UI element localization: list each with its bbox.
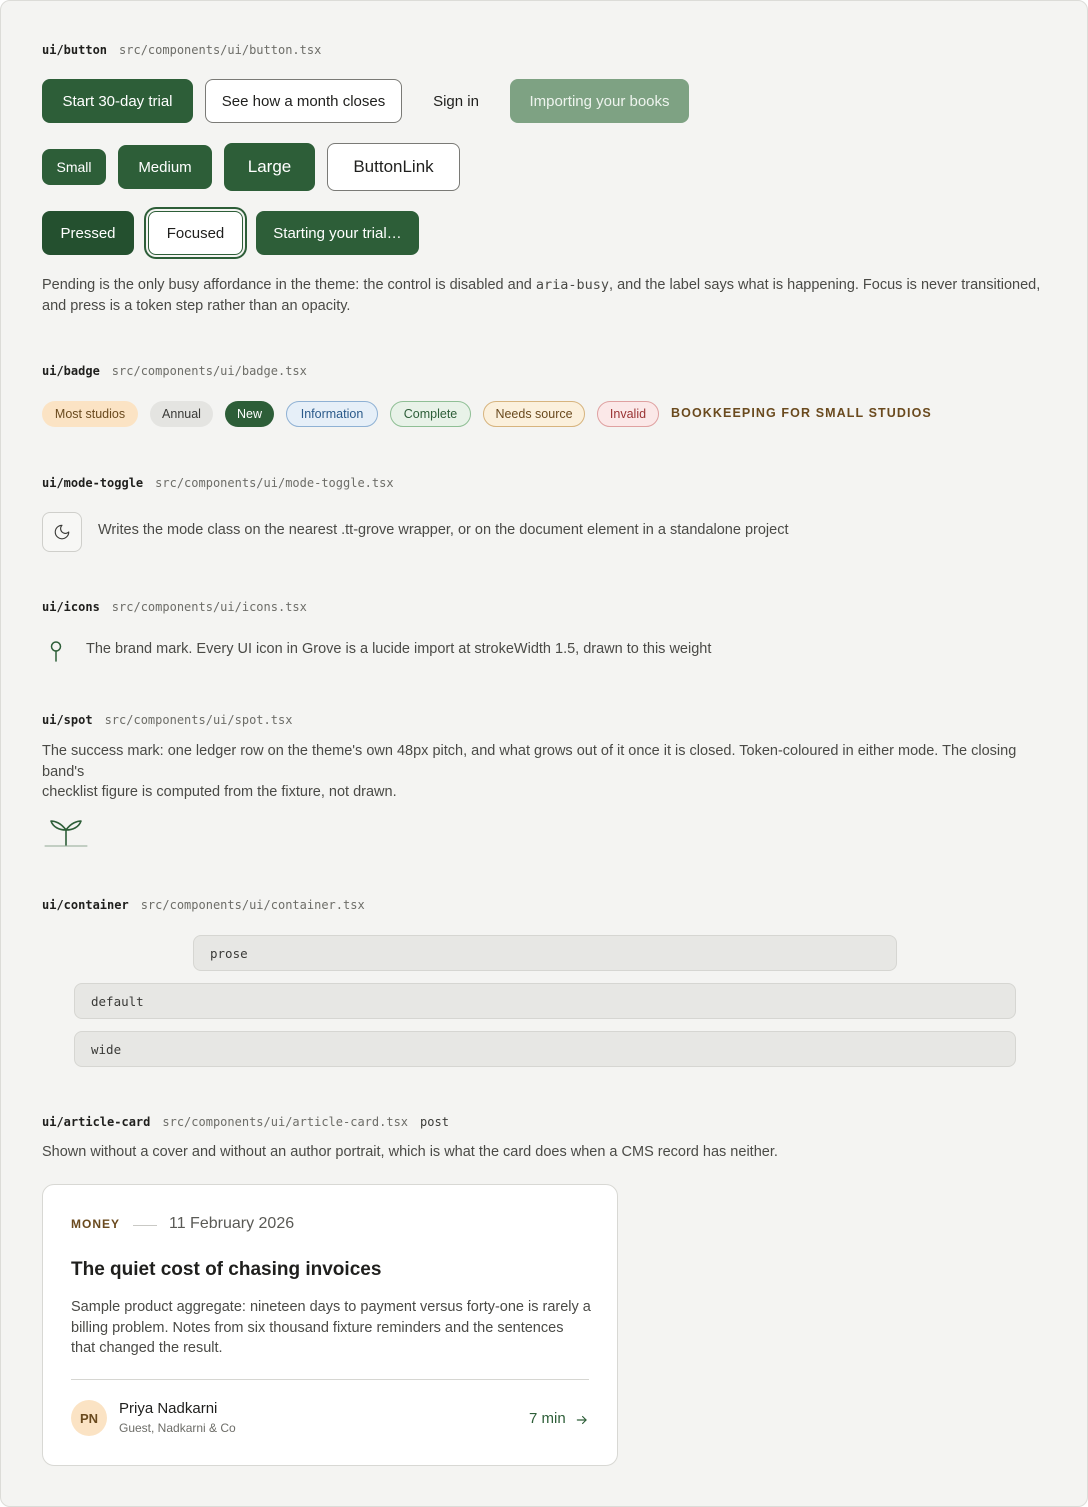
author-role: Guest, Nadkarni & Co <box>119 1421 236 1435</box>
section-path: src/components/ui/container.tsx <box>140 898 365 912</box>
section-path: src/components/ui/spot.tsx <box>104 713 293 727</box>
badge-new: New <box>225 401 274 427</box>
note-line-2: and press is a token step rather than an opacity. <box>42 297 351 314</box>
note-text: Pending is the only busy affordance in the theme: the control is disabled and <box>42 277 536 293</box>
arrow-right-icon[interactable] <box>575 1413 589 1427</box>
section-name: ui/spot <box>42 713 93 727</box>
badge-complete: Complete <box>390 401 471 427</box>
article-category: MONEY <box>71 1217 121 1231</box>
spot-line-1: The success mark: one ledger row on the theme's own 48px pitch, and what grows out of it once it is closed. Token-coloured in either mode. The closing band's <box>42 743 1017 780</box>
article-title[interactable]: The quiet cost of chasing invoices <box>71 1259 382 1280</box>
container-default: default <box>74 983 1016 1019</box>
badge-needs-source: Needs source <box>483 401 585 427</box>
moon-icon <box>53 523 71 541</box>
card-divider <box>71 1379 589 1380</box>
section-path: src/components/ui/button.tsx <box>119 43 322 57</box>
icons-description: The brand mark. Every UI icon in Grove is a lucide import at strokeWidth 1.5, drawn to this weight <box>86 641 712 657</box>
section-name: ui/badge <box>42 364 100 378</box>
read-time: 7 min <box>529 1410 566 1427</box>
note-code: aria-busy <box>535 277 610 293</box>
category-divider <box>133 1225 157 1226</box>
section-name: ui/icons <box>42 600 100 614</box>
avatar: PN <box>71 1400 107 1436</box>
article-card-section-header <box>42 1115 449 1129</box>
see-month-close-button[interactable]: See how a month closes <box>205 79 402 123</box>
button-note <box>42 275 1052 316</box>
section-path: src/components/ui/icons.tsx <box>111 600 307 614</box>
button-link[interactable]: ButtonLink <box>327 143 460 191</box>
badge-information: Information <box>286 401 378 427</box>
spot-line-2: checklist figure is computed from the fixture, not drawn. <box>42 784 397 800</box>
section-path: src/components/ui/article-card.tsx <box>162 1115 409 1129</box>
mode-toggle-description: Writes the mode class on the nearest .tt-grove wrapper, or on the document element in a standalone project <box>98 522 789 538</box>
pressed-button[interactable]: Pressed <box>42 211 134 255</box>
article-card[interactable] <box>42 1184 618 1466</box>
button-section-header <box>42 43 321 57</box>
section-path: src/components/ui/badge.tsx <box>111 364 307 378</box>
start-trial-button[interactable]: Start 30-day trial <box>42 79 193 123</box>
spot-description <box>42 741 1057 803</box>
author-name: Priya Nadkarni <box>119 1400 218 1417</box>
section-path: src/components/ui/mode-toggle.tsx <box>155 476 394 490</box>
section-name: ui/button <box>42 43 108 57</box>
eyebrow-text: BOOKKEEPING FOR SMALL STUDIOS <box>671 406 932 420</box>
container-wide: wide <box>74 1031 1016 1067</box>
section-name: ui/container <box>42 898 129 912</box>
excerpt-line-2: billing problem. Notes from six thousand fixture reminders and the sentences <box>71 1319 564 1336</box>
badge-annual: Annual <box>150 401 213 427</box>
pending-button[interactable]: Starting your trial… <box>256 211 419 255</box>
article-card-description: Shown without a cover and without an author portrait, which is what the card does when a CMS record has neither. <box>42 1144 778 1160</box>
focused-button[interactable]: Focused <box>148 211 243 255</box>
container-section-header <box>42 898 365 912</box>
excerpt-line-1: Sample product aggregate: nineteen days to payment versus forty-one is rarely a <box>71 1299 591 1315</box>
section-variant: post <box>420 1115 449 1129</box>
small-button[interactable]: Small <box>42 149 106 185</box>
section-name: ui/mode-toggle <box>42 476 144 490</box>
brand-pin-icon <box>46 639 66 663</box>
badge-most-studios: Most studios <box>42 401 138 427</box>
mode-toggle-section-header <box>42 476 394 490</box>
sprout-icon <box>43 815 89 849</box>
spot-section-header <box>42 713 292 727</box>
excerpt-line-3: that changed the result. <box>71 1340 223 1356</box>
importing-books-button[interactable]: Importing your books <box>510 79 689 123</box>
article-date: 11 February 2026 <box>169 1215 295 1232</box>
sign-in-button[interactable]: Sign in <box>433 92 479 110</box>
section-name: ui/article-card <box>42 1115 151 1129</box>
large-button[interactable]: Large <box>224 143 315 191</box>
badge-invalid: Invalid <box>597 401 659 427</box>
icons-section-header <box>42 600 307 614</box>
container-prose: prose <box>193 935 897 971</box>
badge-section-header <box>42 364 307 378</box>
note-text-2: , and the label says what is happening. Focus is never transitioned, <box>609 277 1041 293</box>
article-excerpt <box>71 1297 601 1359</box>
mode-toggle-button[interactable] <box>42 512 82 552</box>
medium-button[interactable]: Medium <box>118 145 212 189</box>
